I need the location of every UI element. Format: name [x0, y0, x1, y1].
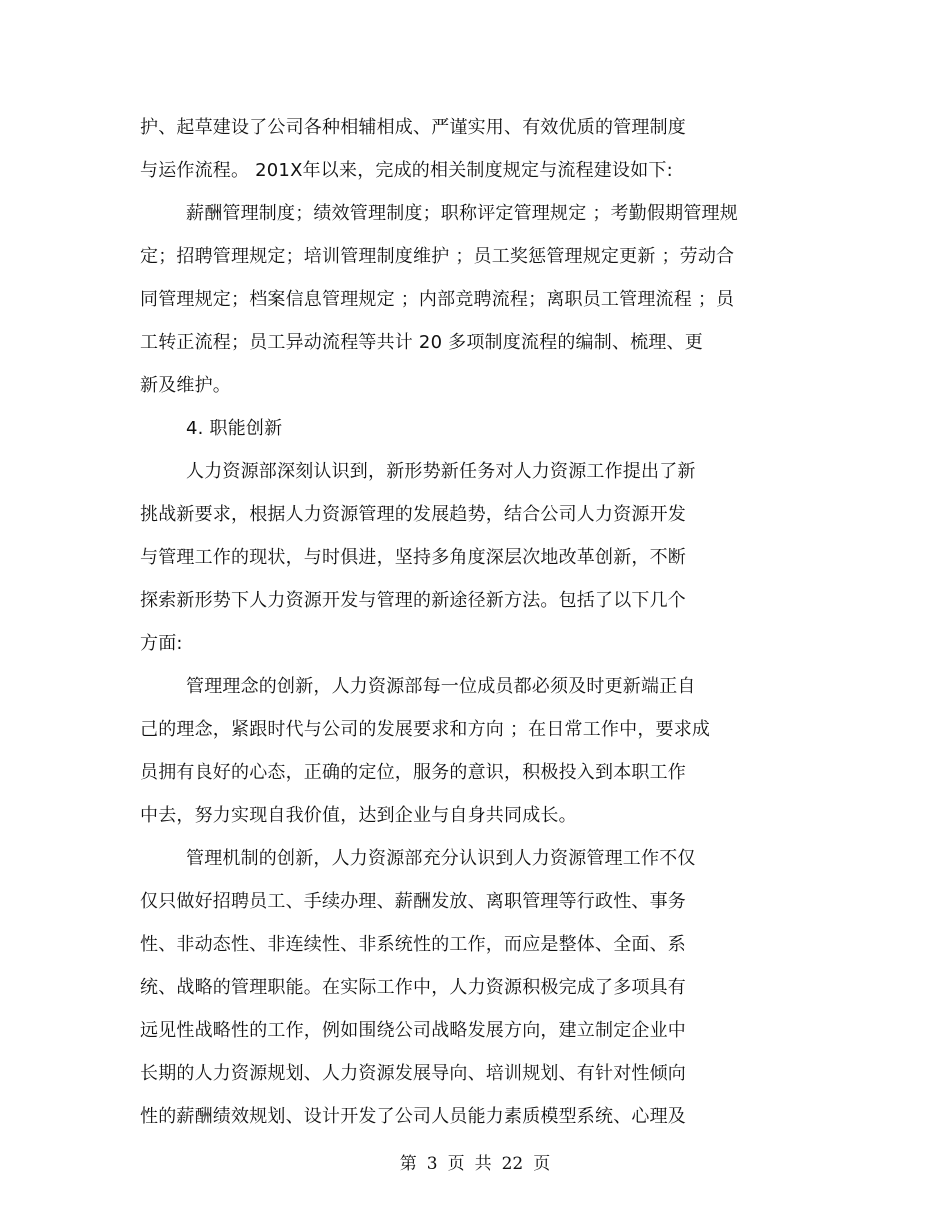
- text-line: 长期的人力资源规划、人力资源发展导向、培训规划、有针对性倾向: [140, 1063, 686, 1084]
- text-line: 工转正流程；员工异动流程等共计 20 多项制度流程的编制、梳理、更: [140, 332, 703, 353]
- text-line: 管理机制的创新，人力资源部充分认识到人力资源管理工作不仅: [186, 848, 696, 869]
- footer-ye-end: 页: [533, 1154, 551, 1174]
- text-line: 定；招聘管理规定；培训管理制度维护 ；员工奖惩管理规定更新 ；劳动合: [140, 246, 735, 267]
- text-line: 挑战新要求，根据人力资源管理的发展趋势，结合公司人力资源开发: [140, 504, 686, 525]
- text-line: 性、非动态性、非连续性、非系统性的工作，而应是整体、全面、系: [140, 934, 686, 955]
- text-line: 与管理工作的现状，与时俱进，坚持多角度深层次地改革创新，不断: [140, 547, 686, 568]
- text-line: 远见性战略性的工作，例如围绕公司战略发展方向，建立制定企业中: [140, 1020, 686, 1041]
- text-line: 探索新形势下人力资源开发与管理的新途径新方法。包括了以下几个: [140, 590, 686, 611]
- text-line: 同管理规定；档案信息管理规定 ；内部竞聘流程；离职员工管理流程 ；员: [140, 289, 735, 310]
- footer-gong: 共: [474, 1154, 492, 1174]
- text-line: 与运作流程。 201X年以来，完成的相关制度规定与流程建设如下:: [140, 160, 673, 181]
- total-pages-number: 22: [501, 1154, 524, 1174]
- text-line: 方面:: [140, 633, 183, 654]
- text-line: 统、战略的管理职能。在实际工作中，人力资源积极完成了多项具有: [140, 977, 686, 998]
- text-line: 人力资源部深刻认识到，新形势新任务对人力资源工作提出了新: [186, 461, 696, 482]
- section-heading: 4. 职能创新: [186, 418, 283, 439]
- text-line: 护、起草建设了公司各种相辅相成、严谨实用、有效优质的管理制度: [140, 117, 686, 138]
- text-line: 管理理念的创新，人力资源部每一位成员都必须及时更新端正自: [186, 676, 696, 697]
- text-line: 己的理念，紧跟时代与公司的发展要求和方向 ；在日常工作中，要求成: [140, 719, 711, 740]
- text-line: 中去，努力实现自我价值，达到企业与自身共同成长。: [140, 805, 577, 826]
- footer-ye: 页: [447, 1154, 465, 1174]
- text-line: 员拥有良好的心态，正确的定位，服务的意识，积极投入到本职工作: [140, 762, 686, 783]
- text-line: 薪酬管理制度；绩效管理制度；职称评定管理规定 ；考勤假期管理规: [186, 203, 738, 224]
- body-text: [140, 106, 780, 1138]
- footer-di: 第: [399, 1154, 417, 1174]
- text-line: 仅只做好招聘员工、手续办理、薪酬发放、离职管理等行政性、事务: [140, 891, 686, 912]
- text-line: 性的薪酬绩效规划、设计开发了公司人员能力素质模型系统、心理及: [140, 1106, 686, 1127]
- current-page-number: 3: [426, 1154, 438, 1174]
- text-line: 新及维护。: [140, 375, 231, 396]
- page-footer: [0, 1152, 950, 1176]
